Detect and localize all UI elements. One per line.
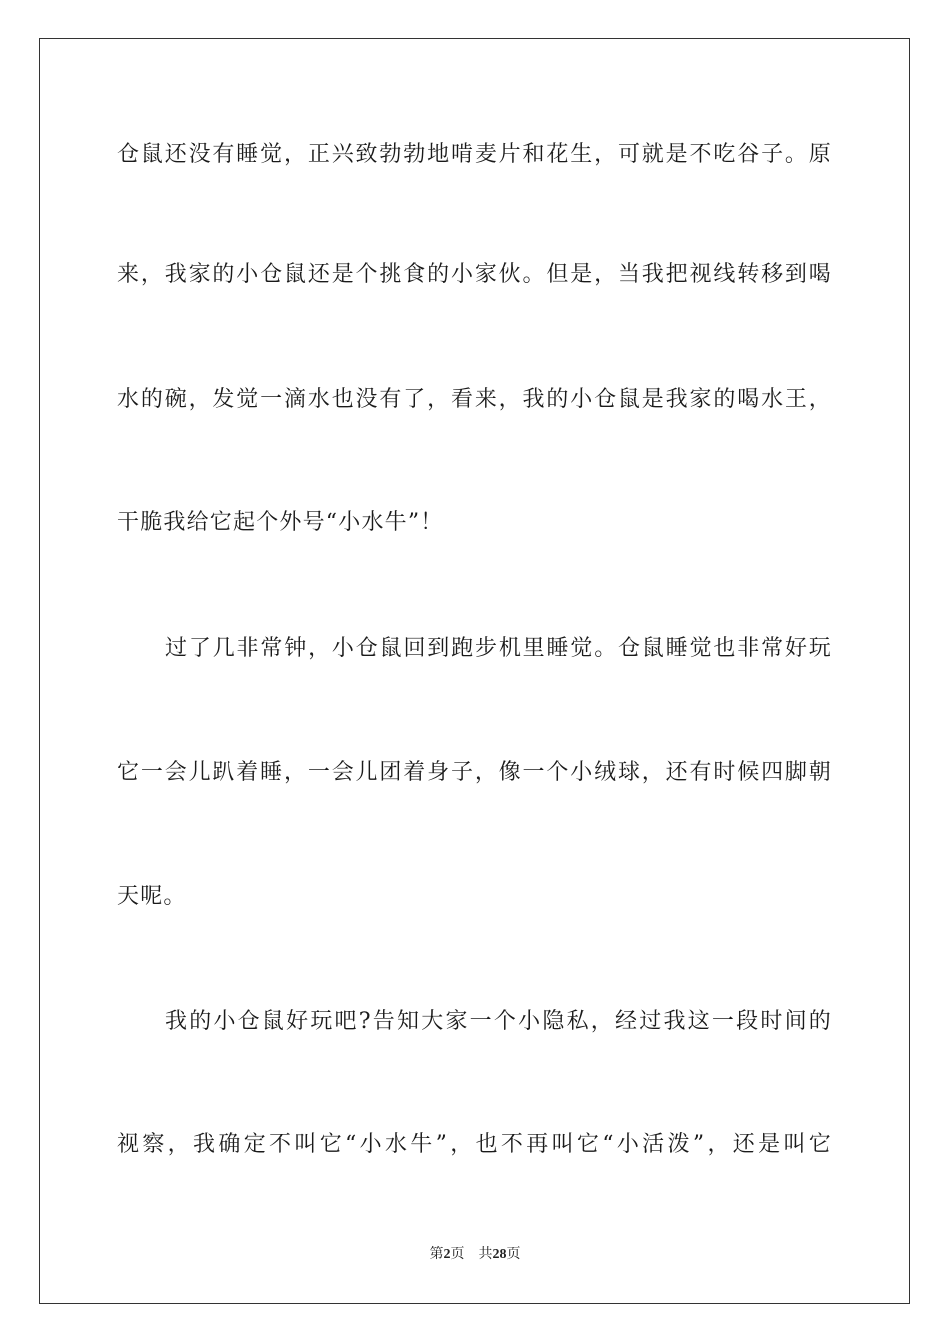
page-suffix: 页 (450, 1246, 465, 1262)
text-line: 天呢。 (117, 884, 187, 909)
page-border (39, 38, 910, 1304)
text-line: 来，我家的小仓鼠还是个挑食的小家伙。但是，当我把视线转移到喝 (117, 262, 832, 287)
total-page-number: 28 (492, 1247, 507, 1262)
text-line: 仓鼠还没有睡觉，正兴致勃勃地啃麦片和花生，可就是不吃谷子。原 (117, 142, 832, 167)
text-line: 它一会儿趴着睡，一会儿团着身子，像一个小绒球，还有时候四脚朝 (117, 760, 832, 785)
text-line: 水的碗，发觉一滴水也没有了，看来，我的小仓鼠是我家的喝水王， (117, 387, 832, 412)
text-line: 我的小仓鼠好玩吧?告知大家一个小隐私，经过我这一段时间的 (165, 1009, 832, 1034)
current-page-number: 2 (443, 1247, 451, 1262)
text-line: 过了几非常钟，小仓鼠回到跑步机里睡觉。仓鼠睡觉也非常好玩 (165, 636, 832, 661)
page-prefix: 第 (429, 1246, 444, 1262)
text-line: 干脆我给它起个外号“小水牛”！ (117, 510, 444, 535)
text-line: 视察，我确定不叫它“小水牛”，也不再叫它“小活泼”，还是叫它 (117, 1132, 832, 1157)
total-prefix: 共 (478, 1246, 493, 1262)
total-suffix: 页 (506, 1246, 521, 1262)
page-footer (0, 1244, 950, 1265)
